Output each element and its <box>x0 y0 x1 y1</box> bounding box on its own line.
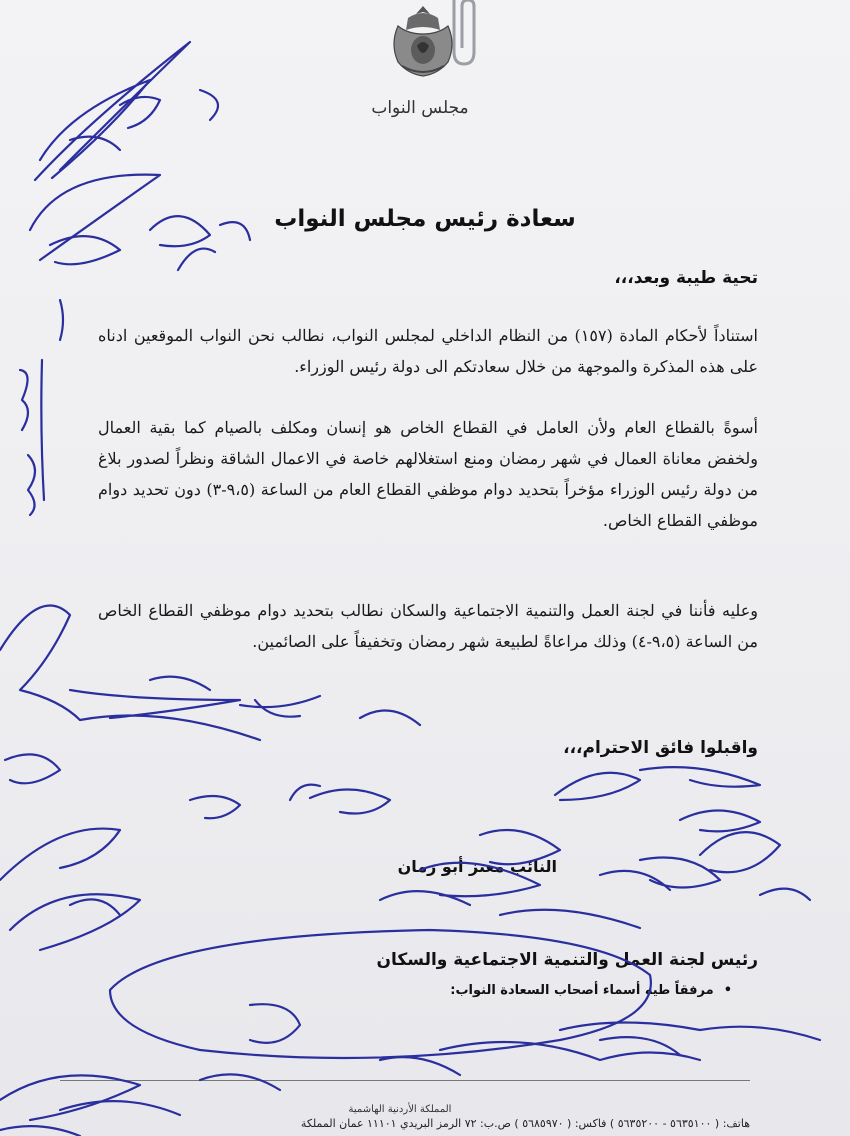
attachment-note <box>312 983 732 998</box>
letter-title: سعادة رئيس مجلس النواب <box>274 206 576 232</box>
paragraph-1: استناداً لأحكام المادة (١٥٧) من النظام الداخلي لمجلس النواب، نطالب نحن النواب الموقعين ادناه على هذه المذكرة والموجهة من خلال سعادتكم الى دولة رئيس الوزراء. <box>98 326 758 376</box>
footer-divider <box>60 1080 750 1081</box>
paragraph-3: وعليه فأننا في لجنة العمل والتنمية الاجتماعية والسكان نطالب بتحديد دوام موظفي القطاع الخاص من الساعة (٩،٥-٤) وذلك مراعاةً لطبيعة شهر رمضان وتخفيفاً على الصائمين. <box>98 601 758 651</box>
attachment-note-text: مرفقاً طيه أسماء أصحاب السعادة النواب: <box>450 983 714 998</box>
greeting: تحية طيبة وبعد،،، <box>614 268 758 288</box>
signatory-name: النائب معتز أبو رمان <box>397 857 557 876</box>
bullet-icon: • <box>723 983 732 998</box>
signatory-title: رئيس لجنة العمل والتنمية الاجتماعية والسكان <box>376 950 758 970</box>
paper-clip-icon <box>446 0 482 68</box>
paragraph-2: أسوةً بالقطاع العام ولأن العامل في القطاع الخاص هو إنسان ومكلف بالصيام كما بقية العمال ولخفض معاناة العمال في شهر رمضان ومنع استغلالهم خاصة في الاعمال الشاقة ونظراً لصدور بلاغ من دولة رئيس الوزراء مؤخراً بتحديد دوام موظفي القطاع العام من الساعة (٩،٥-٣) دون تحديد دوام موظفي القطاع الخاص. <box>98 418 758 530</box>
closing: واقبلوا فائق الاحترام،،، <box>563 738 758 758</box>
org-name: مجلس النواب <box>371 98 469 118</box>
footer-contact: هاتف: ( ٥٦٣٥١٠٠ - ٥٦٣٥٢٠٠ ) فاكس: ( ٥٦٨٥٩٧٠ ) ص.ب: ٧٢ الرمز البريدي ١١١٠١ عمان المملكة <box>300 1117 750 1130</box>
footer-org-name: المملكة الأردنية الهاشمية <box>348 1104 452 1115</box>
